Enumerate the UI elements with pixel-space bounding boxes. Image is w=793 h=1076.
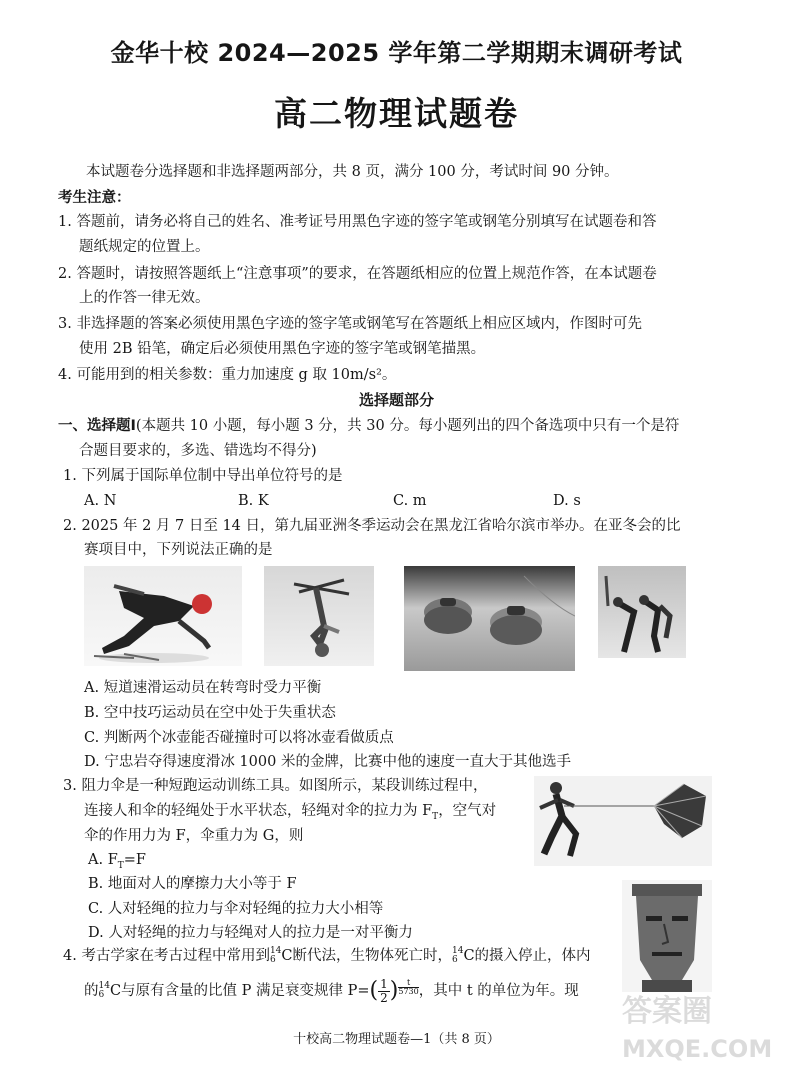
q2-stem: 2. 2025 年 2 月 7 日至 14 日，第九届亚洲冬季运动会在黑龙江省哈尔滨市举办。在亚冬会的比 [63,518,681,534]
q4-iso-mass-1: 14 [269,946,282,956]
q4-frac-num: 1 [380,976,388,991]
q3-option-d: D. 人对轻绳的拉力与轻绳对人的拉力是一对平衡力 [88,925,413,941]
q3-stem-text: 连接人和伞的轻绳处于水平状态，轻绳对伞的拉力为 F [84,803,433,819]
notice-item-1: 1. 答题前，请务必将自己的姓名、准考证号用黑色字迹的签字笔或钢笔分别填写在试题卷和答 [58,214,657,230]
q4-line2-b: C与原有含量的比值 P 满足衰变规律 P= [109,983,370,999]
q4-stem [63,946,591,966]
q1-stem: 1. 下列属于国际单位制中导出单位符号的是 [63,468,343,484]
q3-stem-sub: T [432,811,439,822]
notice-item-1-cont: 题纸规定的位置上。 [79,239,210,255]
intro-text: 本试题卷分选择题和非选择题两部分，共 8 页，满分 100 分，考试时间 90 分钟。 [86,164,619,180]
aerial-skier-image [264,566,374,666]
q4-frac-den: 2 [380,990,388,1005]
curling-stones-image [404,566,575,671]
notice-item-2-cont: 上的作答一律无效。 [79,290,210,306]
q4-iso-mass-2: 14 [452,946,464,956]
q1-option-c: C. m [393,493,427,509]
q4-iso-num-3: 6 [98,990,105,1000]
exam-title: 金华十校 2024—2025 学年第二学期期末调研考试 [110,39,683,67]
q3-stem-cont-2: 伞的作用力为 F，伞重力为 G，则 [84,828,304,844]
exam-subtitle: 高二物理试题卷 [274,94,519,133]
q3-option-a [88,850,146,876]
q3-option-b: B. 地面对人的摩擦力大小等于 F [88,876,297,892]
q4-stem-line2: 的 14 6 C与原有含量的比值 P 满足衰变规律 P=( $\frac{1}{2}$ ) $\frac{t}{5730}$ ，其中 t 的单位为年。现 [84,976,579,1005]
part1-label: 一、选择题Ⅰ [58,418,136,434]
q4-exp-num: t [398,979,418,988]
q2-option-d: D. 宁忠岩夺得速度滑冰 1000 米的金牌，比赛中他的速度一直大于其他选手 [84,754,571,770]
watermark-line1: 答案圈 [622,994,712,1029]
q4-stem-a: 4. 考古学家在考古过程中常用到 [63,948,270,964]
q1-option-b: B. K [238,493,269,509]
q4-exp-den: 5730 [398,987,419,996]
watermark-logo [612,985,782,1065]
q3-option-a-text: A. F [88,852,118,868]
short-track-skater-image [84,566,242,666]
speed-skaters-image [598,566,686,658]
notice-item-2: 2. 答题时，请按照答题纸上“注意事项”的要求，在答题纸相应的位置上规范作答，在本试题卷 [58,266,657,282]
q4-stem-c: C的摄入停止，体内 [463,948,591,964]
notice-item-3-cont: 使用 2B 铅笔，确定后必须使用黑色字迹的签字笔或钢笔描黑。 [79,341,486,357]
q3-stem: 3. 阻力伞是一种短跑运动训练工具。如图所示，某段训练过程中， [63,778,488,794]
part1-desc: (本题共 10 小题，每小题 3 分，共 30 分。每小题列出的四个备选项中只有一个是符 [135,418,680,434]
q1-option-d: D. s [553,493,581,509]
q4-line2-a: 的 [84,983,99,999]
notice-item-4: 4. 可能用到的相关参数：重力加速度 g 取 10m/s²。 [58,367,397,383]
watermark-line2: MXQE.COM [622,1035,773,1063]
runner-parachute-image [534,776,712,866]
q2-option-a: A. 短道速滑运动员在转弯时受力平衡 [84,680,322,696]
q3-option-a-end: =F [123,852,146,868]
q4-iso-mass-3: 14 [98,981,110,991]
q4-stem-b: C断代法，生物体死亡时， [281,948,452,964]
q3-option-c: C. 人对轻绳的拉力与伞对轻绳的拉力大小相等 [88,901,384,917]
q4-line2-c: ，其中 t 的单位为年。现 [418,983,579,999]
q2-option-c: C. 判断两个冰壶能否碰撞时可以将冰壶看做质点 [84,730,394,746]
bronze-mask-image [622,880,712,992]
section-title: 选择题部分 [358,391,434,409]
q1-option-a: A. N [84,493,117,509]
q4-iso-num-2: 6 [452,955,458,965]
q4-iso-num-1: 6 [269,955,276,965]
q3-option-a-sub: T [117,860,124,871]
page-footer: 十校高二物理试题卷—1（共 8 页） [293,1032,500,1047]
notice-item-3: 3. 非选择题的答案必须使用黑色字迹的签字笔或钢笔写在答题纸上相应区域内，作图时可先 [58,316,642,332]
notice-heading: 考生注意： [58,190,131,206]
part1-desc-cont: 合题目要求的，多选、错选均不得分) [79,443,317,459]
q3-stem-end: ，空气对 [438,803,497,819]
q2-option-b: B. 空中技巧运动员在空中处于失重状态 [84,705,336,721]
q2-stem-cont: 赛项目中，下列说法正确的是 [84,542,273,558]
q3-stem-cont [84,801,496,827]
